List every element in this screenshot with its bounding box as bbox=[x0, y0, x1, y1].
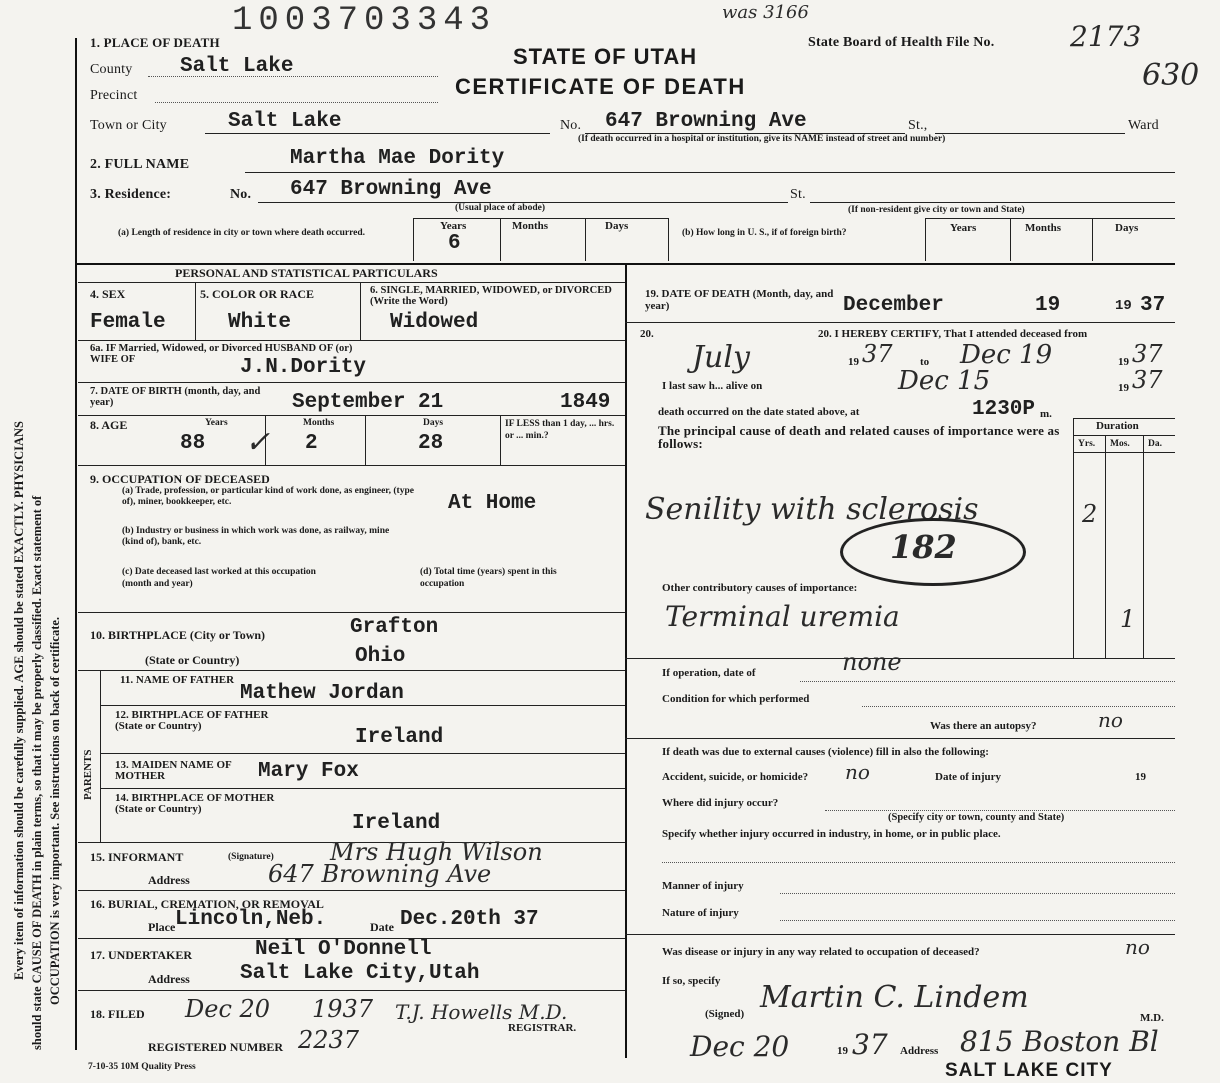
less-than-day-label: IF LESS than 1 day, ... hrs. or ... min.? bbox=[505, 419, 615, 441]
last-saw-date: Dec 15 bbox=[898, 366, 991, 396]
signed-year: 37 bbox=[852, 1028, 888, 1061]
mother-birthplace-value: Ireland bbox=[352, 812, 441, 835]
physician-address: 815 Boston Bl bbox=[960, 1025, 1159, 1058]
personal-heading: PERSONAL AND STATISTICAL PARTICULARS bbox=[175, 266, 438, 280]
certificate-title: CERTIFICATE OF DEATH bbox=[455, 74, 746, 99]
registrar-label: REGISTRAR. bbox=[508, 1022, 577, 1034]
md-label: M.D. bbox=[1140, 1012, 1164, 1024]
sex-label: 4. SEX bbox=[90, 287, 126, 301]
death-date-year: 37 bbox=[1140, 294, 1166, 317]
occupation-d-label: (d) Total time (years) spent in this occupation bbox=[420, 567, 557, 589]
autopsy-label: Was there an autopsy? bbox=[930, 720, 1037, 732]
where-injury-label: Where did injury occur? bbox=[662, 797, 779, 809]
residence-label: 3. Residence: bbox=[90, 187, 172, 202]
signed-label: (Signed) bbox=[705, 1008, 745, 1020]
informant-sig-label: (Signature) bbox=[228, 852, 274, 862]
serial-note: was 3166 bbox=[722, 2, 809, 23]
operation-label: If operation, date of bbox=[662, 667, 756, 679]
father-value: Mathew Jordan bbox=[240, 682, 404, 705]
duration-label: Duration bbox=[1096, 420, 1139, 432]
dob-year: 1849 bbox=[560, 391, 611, 414]
informant-signature: Mrs Hugh Wilson bbox=[330, 838, 543, 866]
father-birthplace-value: Ireland bbox=[355, 726, 444, 749]
spouse-value: J.N.Dority bbox=[240, 356, 367, 379]
injury-date-label: Date of injury bbox=[935, 771, 1001, 783]
us-years-label: Years bbox=[950, 222, 977, 234]
father-birthplace-label: 12. BIRTHPLACE OF FATHER (State or Country) bbox=[115, 709, 269, 732]
hospital-note: (If death occurred in a hospital or institution, give its NAME instead of street and number) bbox=[578, 134, 946, 144]
occupation-a-label: (a) Trade, profession, or particular kind of work done, as engineer, (type of), miner, bookkeeper, etc. bbox=[122, 486, 414, 507]
occupation-value: At Home bbox=[448, 492, 537, 515]
occurred-label: death occurred on the date stated above, at bbox=[658, 406, 860, 418]
side-instructions-line2: should state CAUSE OF DEATH in plain terms, so that it may be properly classified. Exact statement of bbox=[30, 495, 44, 1050]
burial-label: 16. BURIAL, CREMATION, OR REMOVAL bbox=[90, 897, 324, 911]
age-months-value: 2 bbox=[305, 432, 318, 455]
death-date-label: 19. DATE OF DEATH (Month, day, and year) bbox=[645, 288, 834, 312]
ward-label: Ward bbox=[1128, 118, 1159, 133]
signed-year-prefix: 19 bbox=[837, 1045, 848, 1057]
age-days-value: 28 bbox=[418, 432, 444, 455]
informant-address: 647 Browning Ave bbox=[268, 860, 492, 888]
duration-das-label: Da. bbox=[1148, 439, 1162, 449]
injury-year-prefix: 19 bbox=[1135, 771, 1146, 783]
occupation-c-label: (c) Date deceased last worked at this occupation (month and year) bbox=[122, 567, 316, 589]
certify-number: 20. bbox=[640, 328, 654, 340]
undertaker-address: Salt Lake City,Utah bbox=[240, 962, 480, 985]
age-check-mark: ✓ bbox=[245, 425, 271, 460]
contributory-label: Other contributory causes of importance: bbox=[662, 582, 858, 594]
attended-from: July bbox=[692, 340, 750, 375]
residence-street-label: St. bbox=[790, 187, 806, 202]
birthplace-state-label: (State or Country) bbox=[145, 653, 240, 667]
filed-year: 1937 bbox=[312, 995, 374, 1023]
occupation-label: 9. OCCUPATION OF DECEASED bbox=[90, 472, 270, 486]
from-year: 37 bbox=[862, 340, 893, 368]
place-address: 647 Browning Ave bbox=[605, 110, 807, 133]
registered-number-label: REGISTERED NUMBER bbox=[148, 1040, 284, 1054]
specify-city-note: (Specify city or town, county and State) bbox=[888, 812, 1065, 823]
mother-birthplace-label: 14. BIRTHPLACE OF MOTHER (State or Country) bbox=[115, 792, 275, 815]
duration-mos-label: Mos. bbox=[1110, 439, 1130, 449]
burial-date: Dec.20th 37 bbox=[400, 908, 539, 931]
undertaker-address-label: Address bbox=[148, 972, 190, 986]
occupation-related-value: no bbox=[1125, 935, 1150, 959]
accident-value: no bbox=[845, 760, 870, 784]
last-saw-year-prefix: 19 bbox=[1118, 382, 1129, 394]
condition-label: Condition for which performed bbox=[662, 693, 810, 705]
physician-signature: Martin C. Lindem bbox=[760, 980, 1029, 1015]
age-label: 8. AGE bbox=[90, 418, 128, 432]
marital-label: 6. SINGLE, MARRIED, WIDOWED, or DIVORCED (Write the Word) bbox=[370, 285, 612, 307]
res-years-value: 6 bbox=[448, 232, 461, 255]
town-label: Town or City bbox=[90, 118, 167, 133]
place-of-death-heading: 1. PLACE OF DEATH bbox=[90, 35, 220, 50]
full-name-label: 2. FULL NAME bbox=[90, 157, 190, 172]
burial-date-label: Date bbox=[370, 920, 394, 934]
informant-address-label: Address bbox=[148, 873, 190, 887]
color-label: 5. COLOR OR RACE bbox=[200, 287, 315, 301]
salt-lake-stamp: SALT LAKE CITY bbox=[945, 1060, 1113, 1081]
file-number: 2173 bbox=[1070, 20, 1142, 53]
autopsy-value: no bbox=[1098, 708, 1123, 732]
residence-no-label: No. bbox=[230, 187, 252, 202]
signed-date: Dec 20 bbox=[690, 1030, 790, 1063]
precinct-label: Precinct bbox=[90, 88, 138, 103]
physician-address-label: Address bbox=[900, 1045, 939, 1057]
certify-label: 20. I HEREBY CERTIFY, That I attended deceased from bbox=[818, 328, 1088, 340]
length-residence-label: (a) Length of residence in city or town where death occurred. bbox=[118, 228, 366, 238]
age-months-label: Months bbox=[303, 418, 335, 428]
center-divider bbox=[625, 263, 627, 1058]
burial-place: Lincoln,Neb. bbox=[175, 908, 327, 931]
mother-label: 13. MAIDEN NAME OF MOTHER bbox=[115, 759, 232, 782]
duration-yrs-label: Yrs. bbox=[1078, 439, 1096, 449]
res-months-label: Months bbox=[512, 220, 549, 232]
death-date-day: 19 bbox=[1035, 294, 1061, 317]
county-value: Salt Lake bbox=[180, 55, 294, 78]
contributory-duration: 1 bbox=[1120, 605, 1136, 633]
undertaker-label: 17. UNDERTAKER bbox=[90, 948, 193, 962]
accident-label: Accident, suicide, or homicide? bbox=[662, 771, 809, 783]
to-year: 37 bbox=[1132, 340, 1163, 368]
foreign-birth-label: (b) How long in U. S., if of foreign birth? bbox=[682, 228, 847, 238]
corner-note: 630 bbox=[1142, 58, 1200, 93]
non-resident-note: (If non-resident give city or town and State) bbox=[848, 205, 1025, 215]
color-value: White bbox=[228, 311, 292, 334]
full-name-value: Martha Mae Dority bbox=[290, 147, 505, 170]
age-years-value: 88 bbox=[180, 432, 206, 455]
sex-value: Female bbox=[90, 311, 166, 334]
filed-date: Dec 20 bbox=[185, 995, 271, 1023]
contributory-cause: Terminal uremia bbox=[665, 600, 900, 633]
birthplace-city: Grafton bbox=[350, 616, 439, 639]
operation-value: none bbox=[842, 648, 902, 676]
registered-number: 2237 bbox=[298, 1026, 360, 1054]
cause-code: 182 bbox=[890, 528, 957, 566]
age-days-label: Days bbox=[423, 418, 444, 428]
marital-value: Widowed bbox=[390, 311, 479, 334]
death-date-month: December bbox=[843, 294, 944, 317]
external-causes-label: If death was due to external causes (violence) fill in also the following: bbox=[662, 746, 989, 758]
residence-value: 647 Browning Ave bbox=[290, 178, 492, 201]
dob-label: 7. DATE OF BIRTH (month, day, and year) bbox=[90, 386, 261, 408]
parents-side-label: PARENTS bbox=[82, 749, 94, 800]
occupation-b-label: (b) Industry or business in which work was done, as railway, mine (kind of), bank, etc. bbox=[122, 526, 390, 547]
cause-of-death: Senility with sclerosis bbox=[645, 492, 979, 527]
county-label: County bbox=[90, 62, 133, 77]
last-saw-label: I last saw h... alive on bbox=[662, 380, 763, 392]
us-months-label: Months bbox=[1025, 222, 1062, 234]
specify-industry-label: Specify whether injury occurred in industry, in home, or in public place. bbox=[662, 828, 1001, 840]
attended-to: Dec 19 bbox=[960, 340, 1053, 370]
res-days-label: Days bbox=[605, 220, 629, 232]
occupation-related-label: Was disease or injury in any way related to occupation of deceased? bbox=[662, 946, 980, 958]
cause-label: The principal cause of death and related causes of importance were as follows: bbox=[658, 423, 1060, 451]
death-time-suffix: m. bbox=[1040, 408, 1052, 420]
birthplace-label: 10. BIRTHPLACE (City or Town) bbox=[90, 628, 266, 642]
death-time: 1230P bbox=[972, 398, 1036, 421]
birthplace-state: Ohio bbox=[355, 645, 406, 668]
side-instructions-line1: Every item of information should be carefully supplied. AGE should be stated EXACTLY. PHYSICIANS bbox=[12, 421, 26, 980]
registrar-signature: T.J. Howells M.D. bbox=[395, 1000, 568, 1024]
age-years-label: Years bbox=[205, 418, 228, 428]
usual-abode-note: (Usual place of abode) bbox=[455, 203, 545, 213]
state-title: STATE OF UTAH bbox=[513, 44, 698, 69]
informant-label: 15. INFORMANT bbox=[90, 850, 184, 864]
left-border bbox=[75, 38, 77, 1050]
nature-injury-label: Nature of injury bbox=[662, 907, 739, 919]
spouse-label: 6a. IF Married, Widowed, or Divorced HUSBAND OF (or) WIFE OF bbox=[90, 343, 353, 365]
last-saw-year: 37 bbox=[1132, 366, 1163, 394]
us-days-label: Days bbox=[1115, 222, 1139, 234]
to-label: to bbox=[920, 356, 930, 368]
burial-place-label: Place bbox=[148, 920, 176, 934]
to-year-prefix: 19 bbox=[1118, 356, 1129, 368]
town-value: Salt Lake bbox=[228, 110, 342, 133]
filed-label: 18. FILED bbox=[90, 1007, 145, 1021]
address-no-label: No. bbox=[560, 118, 582, 133]
serial-number: 1003703343 bbox=[232, 2, 497, 40]
manner-injury-label: Manner of injury bbox=[662, 880, 744, 892]
cause-duration: 2 bbox=[1082, 500, 1098, 528]
file-number-label: State Board of Health File No. bbox=[808, 35, 995, 50]
father-label: 11. NAME OF FATHER bbox=[120, 674, 235, 686]
undertaker-name: Neil O'Donnell bbox=[255, 938, 432, 961]
dob-month-day: September 21 bbox=[292, 391, 444, 414]
mother-value: Mary Fox bbox=[258, 760, 359, 783]
from-year-prefix: 19 bbox=[848, 356, 859, 368]
side-instructions-line3: OCCUPATION is very important. See instructions on back of certificate. bbox=[48, 616, 62, 1005]
street-label: St., bbox=[908, 118, 928, 133]
printer-note: 7-10-35 10M Quality Press bbox=[88, 1062, 196, 1072]
if-so-label: If so, specify bbox=[662, 975, 721, 987]
death-date-year-prefix: 19 bbox=[1115, 298, 1132, 314]
res-years-label: Years bbox=[440, 220, 467, 232]
